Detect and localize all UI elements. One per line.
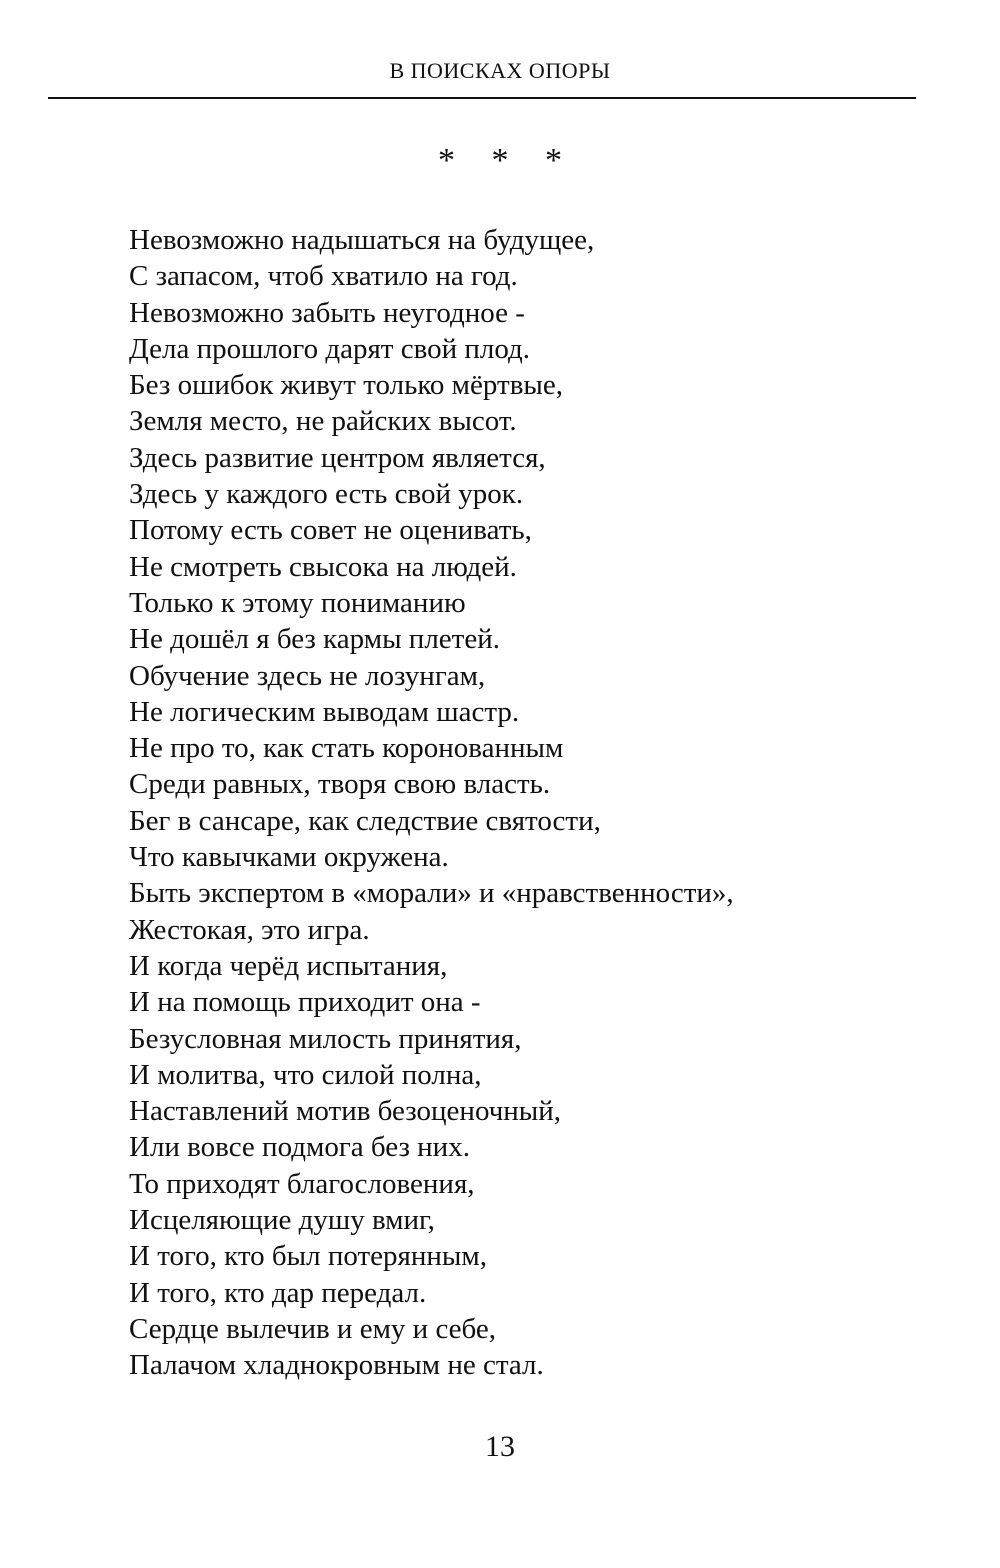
poem-line: Среди равных, творя свою власть. xyxy=(129,768,551,801)
section-ornament: * * * xyxy=(438,142,576,179)
poem-line: Здесь развитие центром является, xyxy=(129,441,546,474)
poem-line: Или вовсе подмога без них. xyxy=(129,1131,470,1164)
poem-line: И того, кто был потерянным, xyxy=(129,1240,488,1273)
poem-line: Исцеляющие душу вмиг, xyxy=(129,1204,435,1237)
poem-line: Здесь у каждого есть свой урок. xyxy=(129,478,524,511)
poem-line: И когда черёд испытания, xyxy=(129,949,448,982)
poem-line: Не про то, как стать коронованным xyxy=(129,732,564,765)
poem-line: Невозможно надышаться на будущее, xyxy=(129,224,595,256)
poem-line: Не дошёл я без кармы плетей. xyxy=(129,623,500,656)
poem-line: И на помощь приходит она - xyxy=(129,986,481,1019)
poem-line: Обучение здесь не лозунгам, xyxy=(129,659,486,692)
poem-line: Невозможно забыть неугодное - xyxy=(129,296,525,329)
poem-line: Земля место, не райских высот. xyxy=(129,405,517,438)
poem-line: И того, кто дар передал. xyxy=(129,1276,427,1309)
poem-line: Жестокая, это игра. xyxy=(129,913,370,946)
poem-line: Только к этому пониманию xyxy=(129,586,466,619)
poem-line: Не смотреть свысока на людей. xyxy=(129,550,517,583)
poem-line: Потому есть совет не оценивать, xyxy=(129,514,532,547)
poem-line: То приходят благословения, xyxy=(129,1167,475,1200)
poem-body xyxy=(129,222,949,1384)
poem-line: Без ошибок живут только мёртвые, xyxy=(129,369,563,402)
poem-line: Что кавычками окружена. xyxy=(129,841,449,874)
running-title: В ПОИСКАХ ОПОРЫ xyxy=(389,58,611,83)
poem-line: Бег в сансаре, как следствие святости, xyxy=(129,804,601,837)
header-rule xyxy=(48,97,916,99)
page-number: 13 xyxy=(485,1430,515,1463)
poem-line: Сердце вылечив и ему и себе, xyxy=(129,1312,497,1345)
poem-line: И молитва, что силой полна, xyxy=(129,1058,482,1091)
poem-line: Не логическим выводам шастр. xyxy=(129,695,520,728)
poem-line: Безусловная милость принятия, xyxy=(129,1022,522,1055)
poem-line: Палачом хладнокровным не стал. xyxy=(129,1349,544,1382)
poem-line: Дела прошлого дарят свой плод. xyxy=(129,332,531,365)
poem-line: С запасом, чтоб хватило на год. xyxy=(129,260,518,293)
poem-line: Быть экспертом в «морали» и «нравственности», xyxy=(129,877,734,910)
poem-line: Наставлений мотив безоценочный, xyxy=(129,1095,562,1128)
